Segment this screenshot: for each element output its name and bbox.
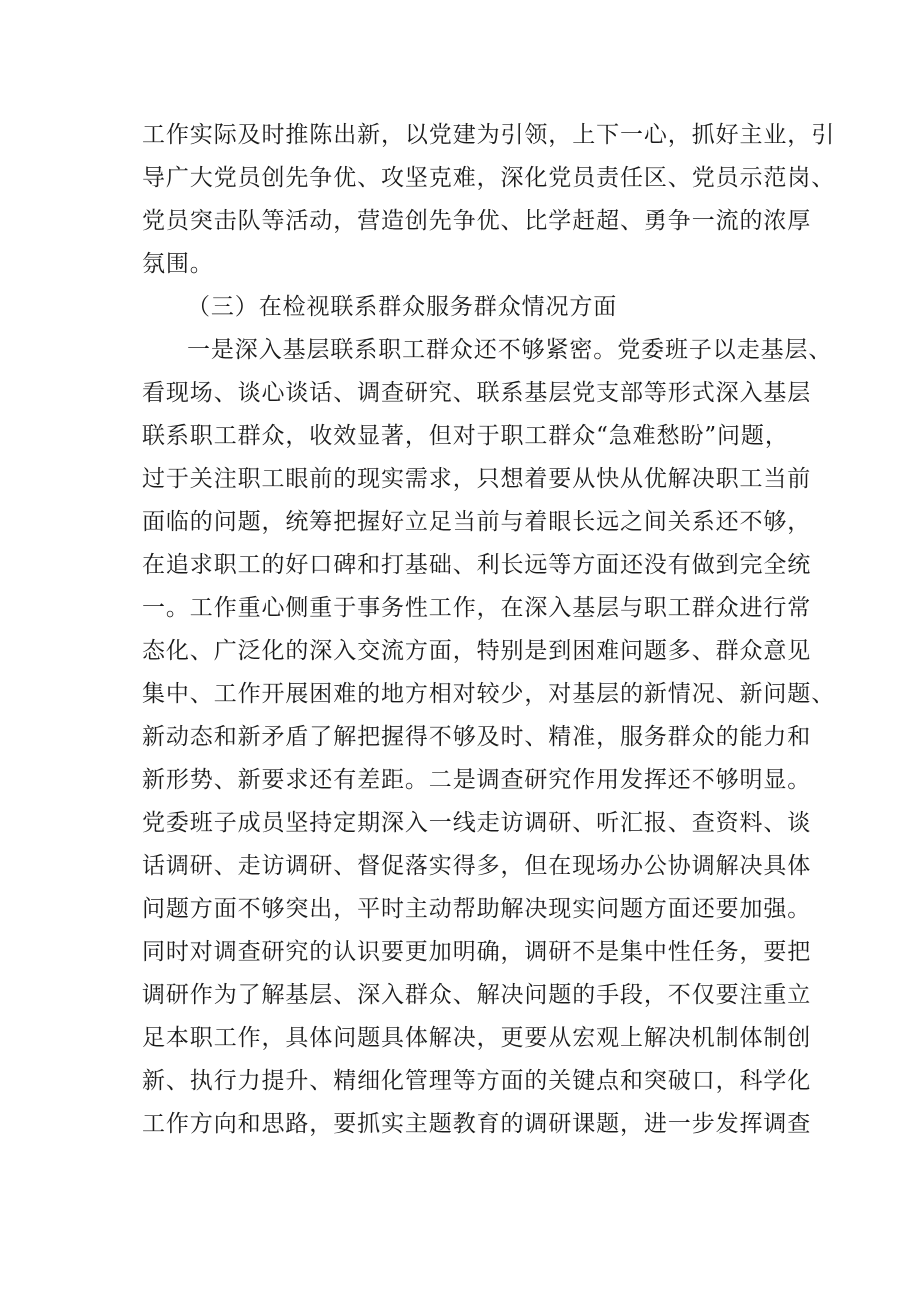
paragraph-line: 同时对调查研究的认识要更加明确，调研不是集中性任务，要把 — [142, 939, 812, 965]
paragraph-line: 新、执行力提升、精细化管理等方面的关键点和突破口，科学化 — [142, 1068, 812, 1094]
section-heading: （三）在检视联系群众服务群众情况方面 — [187, 294, 618, 320]
paragraph-line: 调研作为了解基层、深入群众、解决问题的手段，不仅要注重立 — [142, 982, 812, 1008]
paragraph-line: 足本职工作，具体问题具体解决，更要从宏观上解决机制体制创 — [142, 1025, 812, 1051]
paragraph-line: 态化、广泛化的深入交流方面，特别是到困难问题多、群众意见 — [142, 638, 812, 664]
paragraph-line: 过于关注职工眼前的现实需求，只想着要从快从优解决职工当前 — [142, 466, 812, 492]
paragraph-line: 一是深入基层联系职工群众还不够紧密。党委班子以走基层、 — [187, 337, 833, 363]
paragraph-line: 新动态和新矛盾了解把握得不够及时、精准，服务群众的能力和 — [142, 724, 812, 750]
paragraph-line: 面临的问题，统筹把握好立足当前与着眼长远之间关系还不够， — [142, 509, 812, 535]
paragraph-line: 党委班子成员坚持定期深入一线走访调研、听汇报、查资料、谈 — [142, 810, 812, 836]
paragraph-line: 新形势、新要求还有差距。二是调查研究作用发挥还不够明显。 — [142, 767, 812, 793]
paragraph-line: 工作方向和思路，要抓实主题教育的调研课题，进一步发挥调查 — [142, 1111, 812, 1137]
paragraph-line: 工作实际及时推陈出新，以党建为引领，上下一心，抓好主业，引 — [142, 122, 836, 148]
paragraph-line: 氛围。 — [142, 251, 214, 277]
paragraph-line: 集中、工作开展困难的地方相对较少，对基层的新情况、新问题、 — [142, 681, 836, 707]
paragraph-line: 话调研、走访调研、督促落实得多，但在现场办公协调解决具体 — [142, 853, 812, 879]
paragraph-line: 问题方面不够突出，平时主动帮助解决现实问题方面还要加强。 — [142, 896, 812, 922]
paragraph-line: 党员突击队等活动，营造创先争优、比学赶超、勇争一流的浓厚 — [142, 208, 812, 234]
paragraph-line: 联系职工群众，收效显著，但对于职工群众“急难愁盼”问题， — [142, 423, 789, 449]
paragraph-line: 一。工作重心侧重于事务性工作，在深入基层与职工群众进行常 — [142, 595, 812, 621]
paragraph-line: 在追求职工的好口碑和打基础、利长远等方面还没有做到完全统 — [142, 552, 812, 578]
paragraph-line: 导广大党员创先争优、攻坚克难，深化党员责任区、党员示范岗、 — [142, 165, 836, 191]
paragraph-line: 看现场、谈心谈话、调查研究、联系基层党支部等形式深入基层 — [142, 380, 812, 406]
